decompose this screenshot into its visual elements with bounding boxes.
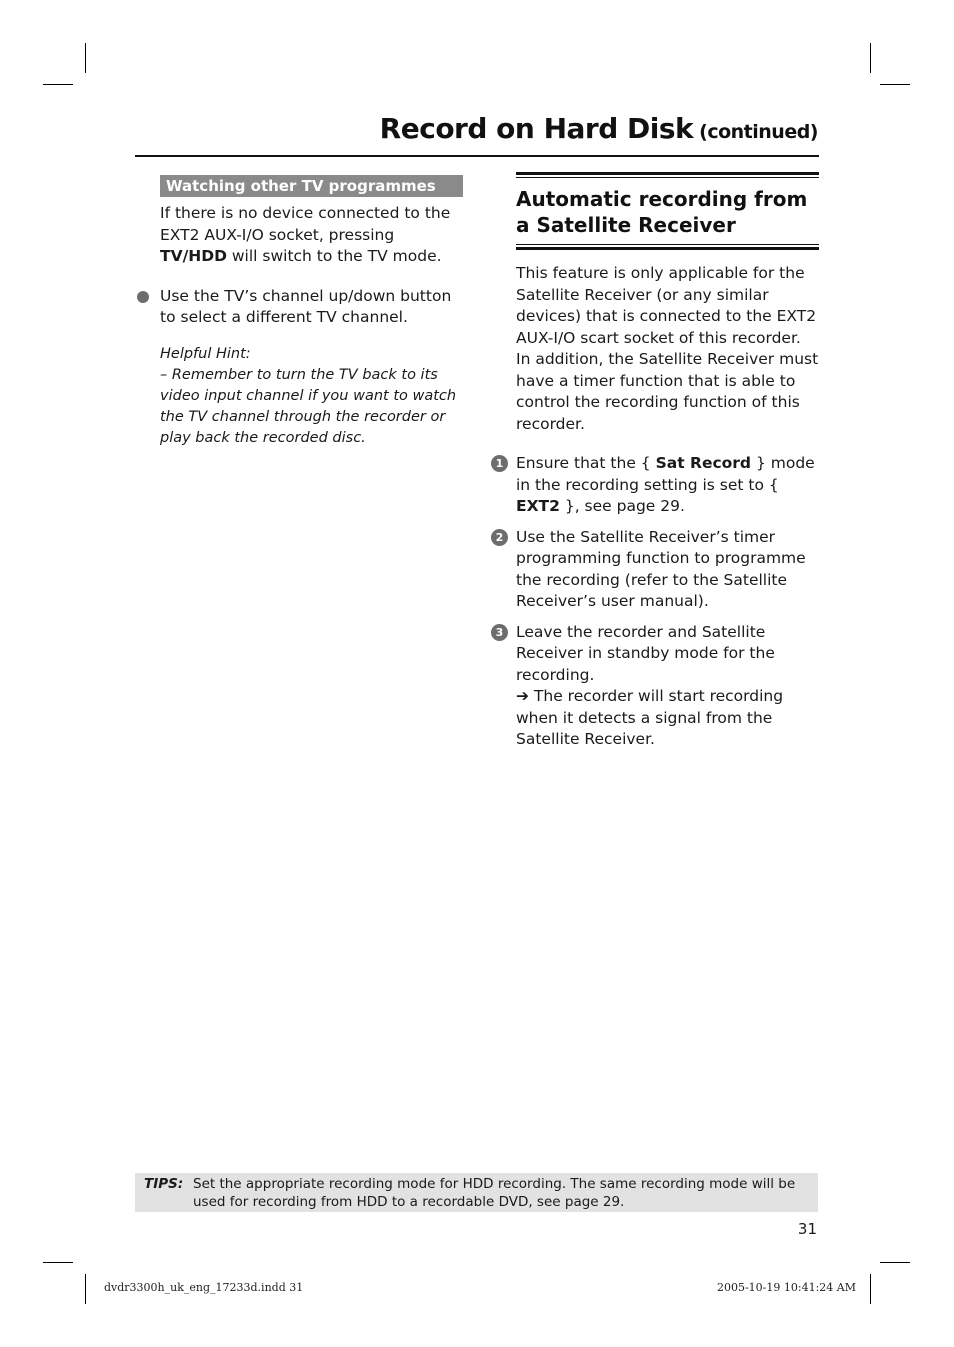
page-number: 31 bbox=[797, 1220, 817, 1238]
bullet-text: Use the TV’s channel up/down button to select a different TV channel. bbox=[160, 286, 452, 326]
crop-mark bbox=[870, 1274, 871, 1304]
intro-text-1: If there is no device connected to the EXT2 AUX-I/O socket, pressing bbox=[160, 204, 451, 244]
crop-mark bbox=[880, 1262, 910, 1263]
crop-mark bbox=[880, 84, 910, 85]
step-item bbox=[495, 527, 819, 613]
right-column bbox=[495, 172, 819, 751]
header-rule bbox=[135, 155, 819, 157]
step-number-icon: 3 bbox=[491, 624, 508, 641]
intro-key: TV/HDD bbox=[160, 247, 227, 265]
step-keyword: Sat Record bbox=[655, 454, 752, 472]
section-rule-bottom bbox=[516, 244, 819, 250]
arrow-icon: ➔ bbox=[516, 687, 529, 705]
crop-mark bbox=[85, 1274, 86, 1304]
crop-mark bbox=[43, 1262, 73, 1263]
section-rule-top bbox=[516, 172, 819, 178]
page-title-text: Record on Hard Disk bbox=[379, 112, 694, 145]
footer-filename: dvdr3300h_uk_eng_17233d.indd 31 bbox=[104, 1281, 304, 1294]
tips-label: TIPS: bbox=[144, 1176, 184, 1192]
step-item bbox=[495, 622, 819, 751]
step-text: Leave the recorder and Satellite Receiver in standby mode for the recording. bbox=[516, 622, 775, 684]
page-title bbox=[380, 112, 818, 145]
step-result: The recorder will start recording when it detects a signal from the Satellite Receiver. bbox=[516, 687, 784, 748]
step-item bbox=[495, 453, 819, 518]
crop-mark bbox=[43, 84, 73, 85]
crop-mark bbox=[870, 43, 871, 73]
helpful-hint bbox=[160, 344, 465, 449]
step-number-icon: 2 bbox=[491, 529, 508, 546]
bullet-dot-icon bbox=[137, 291, 149, 303]
step-text: Ensure that the { bbox=[516, 454, 656, 472]
left-column bbox=[160, 175, 465, 449]
step-text: Use the Satellite Receiver’s timer programming function to programme the recording (refer to the Satellite Receiver’s user manual). bbox=[516, 527, 806, 610]
step-text: }, see page 29. bbox=[559, 497, 685, 515]
step-number-icon: 1 bbox=[491, 455, 508, 472]
footer-timestamp: 2005-10-19 10:41:24 AM bbox=[716, 1281, 856, 1294]
crop-mark bbox=[85, 43, 86, 73]
step-keyword: EXT2 bbox=[516, 497, 560, 515]
section-banner: Watching other TV programmes bbox=[160, 175, 463, 197]
tips-text: Set the appropriate recording mode for HDD recording. The same recording mode will be used for recording from HDD to a recordable DVD, see page 29. bbox=[193, 1176, 796, 1210]
page-title-continued: (continued) bbox=[699, 121, 818, 143]
section-heading: Automatic recording from a Satellite Receiver bbox=[516, 187, 808, 237]
bullet-item bbox=[160, 286, 465, 329]
intro-paragraph bbox=[160, 203, 465, 268]
hint-text: – Remember to turn the TV back to its video input channel if you want to watch the TV channel through the recorder or play back the recorded disc. bbox=[160, 366, 457, 446]
section-intro: This feature is only applicable for the Satellite Receiver (or any similar devices) that is connected to the EXT2 AUX-I/O scart socket of this recorder. In addition, the Satellite Receiver must have a timer function that is able to control the recording function of this recorder. bbox=[516, 264, 819, 433]
intro-text-2: will switch to the TV mode. bbox=[226, 247, 442, 265]
step-text: } mode in the recording setting is set to { bbox=[516, 454, 815, 494]
tips-box bbox=[135, 1173, 818, 1212]
hint-title: Helpful Hint: bbox=[160, 345, 251, 362]
